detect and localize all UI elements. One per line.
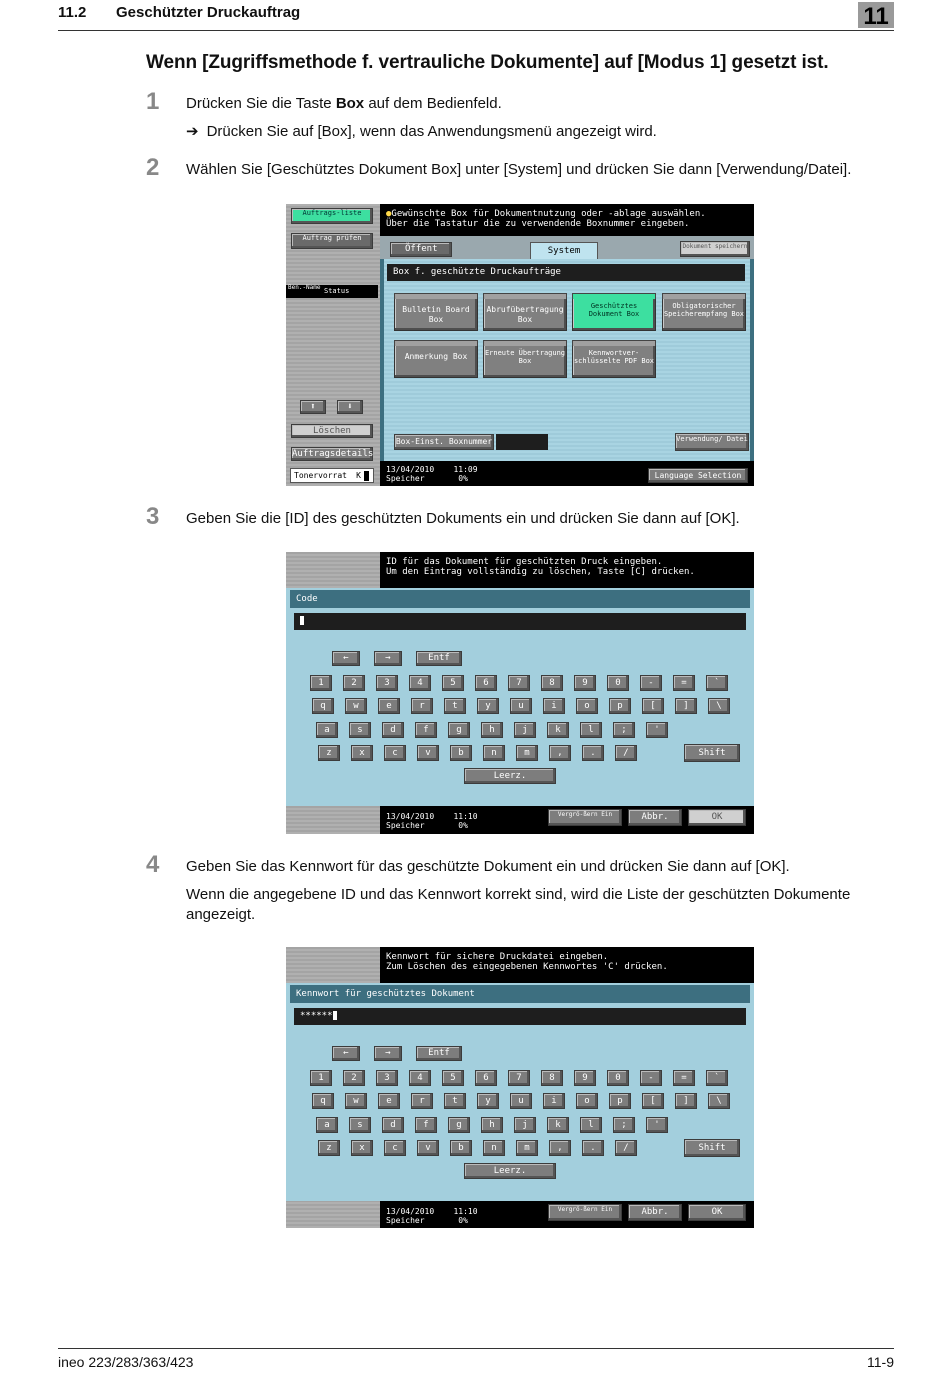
key-0-10[interactable]: - [640, 1070, 662, 1086]
key-0-6[interactable]: 7 [508, 675, 530, 691]
key-0-1[interactable]: 2 [343, 675, 365, 691]
key-0-11[interactable]: = [673, 675, 695, 691]
date-label: 13/04/2010 [386, 1207, 435, 1216]
job-list-header [286, 285, 378, 298]
key-2-7[interactable]: k [547, 1117, 569, 1133]
box-tab-top [483, 293, 567, 299]
memory-label: Speicher [386, 474, 425, 483]
box-area-right-border [750, 259, 754, 461]
shift-key[interactable]: Shift [684, 744, 740, 762]
box-label: Obligatorischer Speicherempfang Box [663, 302, 745, 318]
key-3-3[interactable]: v [417, 745, 439, 761]
key-1-3[interactable]: r [411, 1093, 433, 1109]
box-label: Abrufübertragung Box [486, 305, 564, 324]
key-1-5[interactable]: y [477, 698, 499, 714]
key-2-7[interactable]: k [547, 722, 569, 738]
page-footer [58, 1348, 894, 1370]
key-2-10[interactable]: ' [646, 1117, 668, 1133]
top-left-gray [286, 947, 380, 983]
step-1-text-post: auf dem Bedienfeld. [364, 95, 502, 112]
key-1-0[interactable]: q [312, 698, 334, 714]
enlarge-button[interactable]: Vergrö-ßern Ein [548, 809, 622, 826]
key-0-4[interactable]: 5 [442, 1070, 464, 1086]
key-2-2[interactable]: d [382, 722, 404, 738]
box-area-left-border [380, 259, 384, 461]
password-input[interactable] [294, 1008, 746, 1025]
key-3-2[interactable]: c [384, 1140, 406, 1156]
box-settings-label: Box-Einst. [395, 437, 444, 446]
key-2-9[interactable]: ; [613, 1117, 635, 1133]
tab-public[interactable]: Öffent [390, 242, 452, 257]
key-0-6[interactable]: 7 [508, 1070, 530, 1086]
key-1-7[interactable]: i [543, 1093, 565, 1109]
box-tab-top [394, 340, 478, 346]
key-2-4[interactable]: g [448, 1117, 470, 1133]
toner-level-bar [364, 471, 369, 481]
page-header [58, 4, 894, 31]
key-3-4[interactable]: b [450, 1140, 472, 1156]
memory-percent: 0% [458, 1216, 468, 1225]
message-line-2: Über die Tastatur die zu verwendende Boxnummer eingeben. [386, 219, 690, 229]
step-1-number: 1 [146, 88, 160, 115]
section-title: Geschützter Druckauftrag [116, 4, 301, 21]
message-line-1-text: Gewünschte Box für Dokumentnutzung oder -ablage auswählen. [391, 209, 706, 219]
shift-key[interactable]: Shift [684, 1139, 740, 1157]
box-path-bar: Box f. geschützte Druckaufträge [387, 264, 745, 281]
box-label: Bulletin Board Box [402, 305, 470, 324]
key-3-5[interactable]: n [483, 745, 505, 761]
box-tab-top [662, 293, 746, 299]
box-label: Kennwortver-schlüsselte PDF Box [573, 349, 655, 365]
password-value: ****** [300, 1011, 333, 1021]
job-details-button[interactable]: Auftragsdetails [292, 449, 374, 459]
key-3-2[interactable]: c [384, 745, 406, 761]
step-1-subnote-text: Drücken Sie auf [Box], wenn das Anwendungsmenü angezeigt wird. [206, 123, 657, 140]
box-annotation[interactable] [394, 344, 478, 378]
key-0-5[interactable]: 6 [475, 1070, 497, 1086]
key-1-1[interactable]: w [345, 698, 367, 714]
key-1-10[interactable]: [ [642, 1093, 664, 1109]
key-1-4[interactable]: t [444, 1093, 466, 1109]
key-0-0[interactable]: 1 [310, 675, 332, 691]
box-tab-top [394, 293, 478, 299]
time-label: 11:10 [453, 812, 478, 821]
key-3-6[interactable]: m [516, 1140, 538, 1156]
key-1-0[interactable]: q [312, 1093, 334, 1109]
key-2-0[interactable]: a [316, 722, 338, 738]
step-4-text: Geben Sie das Kennwort für das geschützte Dokument ein und drücken Sie dann auf [OK]. [186, 858, 790, 875]
memory-label: Speicher [386, 1216, 425, 1225]
box-tab-top [572, 340, 656, 346]
key-1-11[interactable]: ] [675, 1093, 697, 1109]
memory-percent: 0% [458, 821, 468, 830]
key-0-3[interactable]: 4 [409, 675, 431, 691]
key-1-3[interactable]: r [411, 698, 433, 714]
key-2-4[interactable]: g [448, 722, 470, 738]
toner-k-label: K [356, 471, 361, 480]
job-list-button[interactable]: Auftrags-liste [291, 208, 373, 224]
time-label: 11:09 [453, 465, 478, 474]
section-number: 11.2 [58, 4, 87, 21]
page-number: 11-9 [867, 1354, 894, 1370]
key-2-3[interactable]: f [415, 722, 437, 738]
memory-percent: 0% [458, 474, 468, 483]
arrow-up-icon: ⬆ [310, 402, 316, 412]
key-2-2[interactable]: d [382, 1117, 404, 1133]
box-number-label: Boxnummer [448, 437, 493, 446]
key-3-7[interactable]: , [549, 1140, 571, 1156]
key-0-0[interactable]: 1 [310, 1070, 332, 1086]
key-2-8[interactable]: l [580, 722, 602, 738]
key-2-5[interactable]: h [481, 722, 503, 738]
cancel-button[interactable]: Abbr. [628, 1204, 682, 1221]
space-key[interactable]: Leerz. [464, 1163, 556, 1179]
key-0-5[interactable]: 6 [475, 675, 497, 691]
key-3-0[interactable]: z [318, 1140, 340, 1156]
message-bar [380, 552, 754, 588]
arrow-down-icon: ⬇ [347, 402, 353, 412]
time-label: 11:10 [453, 1207, 478, 1216]
cursor-left-button[interactable]: ← [332, 651, 360, 666]
memory-label: Speicher [386, 821, 425, 830]
message-bar [380, 947, 754, 983]
key-1-9[interactable]: p [609, 698, 631, 714]
text-cursor [300, 616, 304, 625]
key-3-8[interactable]: . [582, 745, 604, 761]
key-0-10[interactable]: - [640, 675, 662, 691]
box-tab-top [572, 293, 656, 299]
lightbulb-icon: ● [386, 209, 392, 219]
key-2-6[interactable]: j [514, 1117, 536, 1133]
key-1-6[interactable]: u [510, 1093, 532, 1109]
step-3-number: 3 [146, 503, 160, 530]
key-1-2[interactable]: e [378, 698, 400, 714]
box-number-input[interactable] [496, 434, 548, 450]
key-0-3[interactable]: 4 [409, 1070, 431, 1086]
toner-label: Tonervorrat [294, 471, 347, 480]
cancel-button[interactable]: Abbr. [628, 809, 682, 826]
key-3-0[interactable]: z [318, 745, 340, 761]
key-3-1[interactable]: x [351, 1140, 373, 1156]
key-0-9[interactable]: 0 [607, 1070, 629, 1086]
key-0-2[interactable]: 3 [376, 675, 398, 691]
code-input[interactable] [294, 613, 746, 630]
key-0-8[interactable]: 9 [574, 675, 596, 691]
key-0-7[interactable]: 8 [541, 675, 563, 691]
screen-password-input [286, 947, 754, 1228]
key-3-4[interactable]: b [450, 745, 472, 761]
key-3-5[interactable]: n [483, 1140, 505, 1156]
page-heading: Wenn [Zugriffsmethode f. vertrauliche Dokumente] auf [Modus 1] gesetzt ist. [146, 52, 829, 73]
key-0-11[interactable]: = [673, 1070, 695, 1086]
key-2-6[interactable]: j [514, 722, 536, 738]
ok-button[interactable]: OK [688, 1204, 746, 1221]
field-title: Code [290, 590, 750, 608]
key-0-4[interactable]: 5 [442, 675, 464, 691]
toner-indicator [290, 468, 374, 483]
key-3-1[interactable]: x [351, 745, 373, 761]
step-1-text [186, 94, 896, 114]
key-1-11[interactable]: ] [675, 698, 697, 714]
date-label: 13/04/2010 [386, 812, 435, 821]
key-0-12[interactable]: ` [706, 1070, 728, 1086]
screen-box-selection [286, 204, 754, 486]
key-1-10[interactable]: [ [642, 698, 664, 714]
key-2-5[interactable]: h [481, 1117, 503, 1133]
bottom-left-gray [286, 806, 380, 834]
box-tab-top [483, 340, 567, 346]
key-0-8[interactable]: 9 [574, 1070, 596, 1086]
key-1-8[interactable]: o [576, 1093, 598, 1109]
key-1-5[interactable]: y [477, 1093, 499, 1109]
key-3-7[interactable]: , [549, 745, 571, 761]
key-2-3[interactable]: f [415, 1117, 437, 1133]
key-0-9[interactable]: 0 [607, 675, 629, 691]
message-line-1 [386, 209, 748, 219]
step-4-text-2: Wenn die angegebene ID und das Kennwort korrekt sind, wird die Liste der geschützten Dokumente angezeigt. [186, 886, 851, 923]
cursor-left-button[interactable]: ← [332, 1046, 360, 1061]
language-selection-button[interactable]: Language Selection [648, 468, 748, 483]
key-3-6[interactable]: m [516, 745, 538, 761]
model-name: ineo 223/283/363/423 [58, 1354, 194, 1370]
key-0-2[interactable]: 3 [376, 1070, 398, 1086]
key-0-7[interactable]: 8 [541, 1070, 563, 1086]
box-secure-document[interactable] [572, 297, 656, 331]
screen-id-input [286, 552, 754, 834]
key-3-9[interactable]: / [615, 745, 637, 761]
box-retransmission[interactable] [483, 344, 567, 378]
message-line-1: ID für das Dokument für geschützten Druck eingeben. [386, 557, 663, 567]
key-0-12[interactable]: ` [706, 675, 728, 691]
bottom-left-gray [286, 1201, 380, 1228]
key-2-1[interactable]: s [349, 1117, 371, 1133]
key-3-3[interactable]: v [417, 1140, 439, 1156]
scroll-down-button[interactable] [337, 400, 363, 414]
save-document-button[interactable]: Dokument speichern [680, 241, 750, 257]
message-line-2: Zum Löschen des eingegebenen Kennwortes 'C' drücken. [386, 962, 668, 972]
key-2-1[interactable]: s [349, 722, 371, 738]
delete-key[interactable]: Entf [416, 651, 462, 666]
message-line-1: Kennwort für sichere Druckdatei eingeben. [386, 952, 609, 962]
box-label: Geschütztes Dokument Box [588, 302, 640, 318]
cursor-right-button[interactable]: → [374, 1046, 402, 1061]
step-2-text: Wählen Sie [Geschütztes Dokument Box] unter [System] und drücken Sie dann [Verwendung/Datei]. [186, 161, 852, 178]
key-3-8[interactable]: . [582, 1140, 604, 1156]
key-1-8[interactable]: o [576, 698, 598, 714]
key-3-9[interactable]: / [615, 1140, 637, 1156]
box-label: Erneute Übertragung Box [484, 349, 566, 365]
message-bar [380, 204, 754, 236]
key-1-7[interactable]: i [543, 698, 565, 714]
ok-button[interactable]: OK [688, 809, 746, 826]
box-bulletin-board[interactable] [394, 297, 478, 331]
col-name: Ben.-Name [288, 284, 321, 291]
box-settings-button[interactable] [394, 434, 494, 450]
key-1-12[interactable]: \ [708, 1093, 730, 1109]
date-label: 13/04/2010 [386, 465, 435, 474]
step-4-number: 4 [146, 851, 160, 878]
step-1-subnote [186, 122, 657, 140]
key-0-1[interactable]: 2 [343, 1070, 365, 1086]
key-2-10[interactable]: ' [646, 722, 668, 738]
space-key[interactable]: Leerz. [464, 768, 556, 784]
text-cursor [333, 1011, 337, 1020]
box-polling-tx[interactable] [483, 297, 567, 331]
box-label: Anmerkung Box [404, 352, 468, 361]
col-status: Status [324, 287, 350, 295]
scroll-up-button[interactable] [300, 400, 326, 414]
step-1-text-bold: Box [335, 95, 365, 112]
key-2-9[interactable]: ; [613, 722, 635, 738]
key-1-9[interactable]: p [609, 1093, 631, 1109]
key-2-0[interactable]: a [316, 1117, 338, 1133]
tab-system[interactable]: System [530, 242, 598, 260]
key-1-4[interactable]: t [444, 698, 466, 714]
delete-key[interactable]: Entf [416, 1046, 462, 1061]
key-1-1[interactable]: w [345, 1093, 367, 1109]
key-1-6[interactable]: u [510, 698, 532, 714]
cursor-right-button[interactable]: → [374, 651, 402, 666]
top-left-gray [286, 552, 380, 588]
box-encrypted-pdf[interactable] [572, 344, 656, 378]
field-title: Kennwort für geschütztes Dokument [290, 985, 750, 1003]
step-1-text-pre: Drücken Sie die Taste [186, 95, 336, 112]
message-line-2: Um den Eintrag vollständig zu löschen, Taste [C] drücken. [386, 567, 695, 577]
enlarge-button[interactable]: Vergrö-ßern Ein [548, 1204, 622, 1221]
box-mandatory-memory-rx[interactable] [662, 297, 746, 331]
key-1-2[interactable]: e [378, 1093, 400, 1109]
step-2-number: 2 [146, 154, 160, 181]
arrow-icon: ➔ [186, 123, 199, 140]
chapter-badge: 11 [858, 2, 894, 28]
use-file-button[interactable]: Verwendung/ Datei [675, 433, 749, 451]
step-3-text: Geben Sie die [ID] des geschützten Dokuments ein und drücken Sie dann auf [OK]. [186, 510, 740, 527]
delete-button[interactable]: Löschen [291, 424, 373, 438]
key-2-8[interactable]: l [580, 1117, 602, 1133]
check-job-button[interactable]: Auftrag prüfen [291, 233, 373, 249]
key-1-12[interactable]: \ [708, 698, 730, 714]
